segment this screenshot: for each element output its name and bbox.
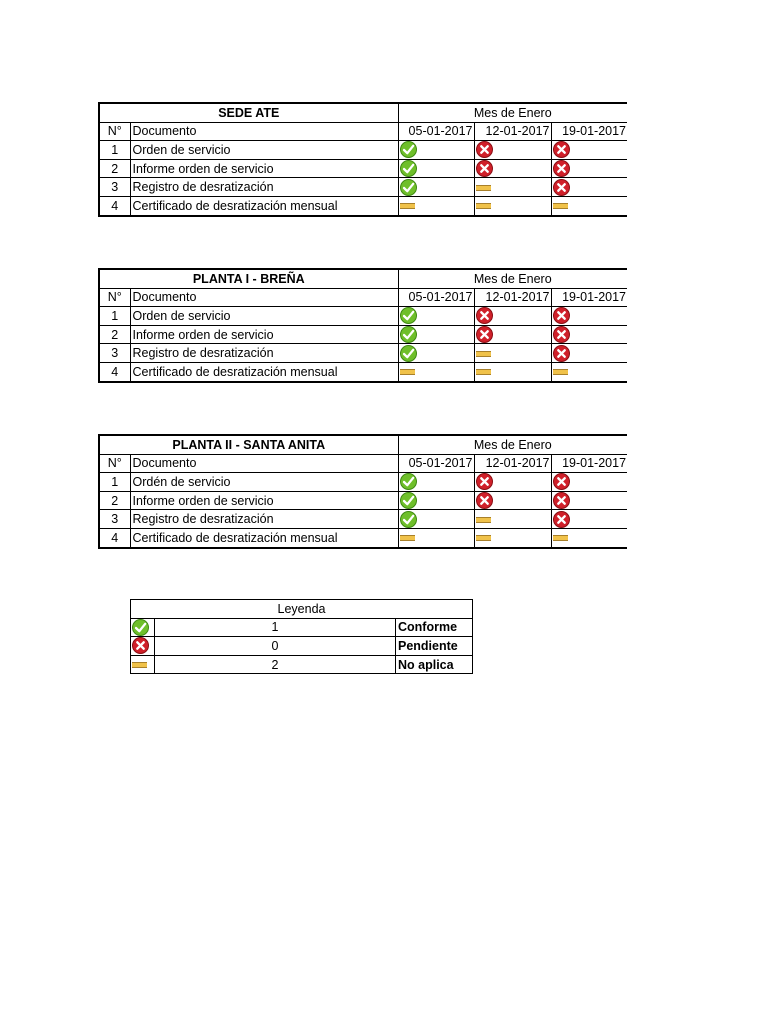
table-row [99,491,627,510]
cross-icon [476,326,493,343]
date-header: 05-01-2017 [398,122,474,141]
month-label: Mes de Enero [398,435,627,454]
legend-value: 1 [155,618,396,637]
check-icon [400,473,417,490]
document-name: Certificado de desratización mensual [130,196,398,215]
check-icon [400,511,417,528]
status-cell [474,473,551,492]
row-number: 3 [99,178,130,197]
cross-icon [476,473,493,490]
cross-icon [553,141,570,158]
cross-icon [553,326,570,343]
status-cell [398,473,474,492]
cross-icon [553,492,570,509]
date-header: 19-01-2017 [551,454,627,473]
row-number: 3 [99,344,130,363]
status-cell [551,196,627,215]
legend-title-row [131,600,473,619]
status-cell [398,196,474,215]
site-table [98,268,627,383]
document-name: Certificado de desratización mensual [130,528,398,547]
cross-icon [476,141,493,158]
row-number: 1 [99,473,130,492]
cross-icon [553,345,570,362]
number-header: N° [99,454,130,473]
status-cell [398,159,474,178]
status-cell [474,362,551,381]
check-icon [400,345,417,362]
status-cell [474,344,551,363]
row-number: 4 [99,196,130,215]
status-cell [474,491,551,510]
cross-icon [553,511,570,528]
legend-label: No aplica [396,655,473,674]
status-cell [398,362,474,381]
status-cell [398,528,474,547]
legend-icon-cell [131,655,155,674]
document-name: Registro de desratización [130,344,398,363]
document-header: Documento [130,454,398,473]
legend-table [130,599,473,674]
document-name: Informe orden de servicio [130,491,398,510]
number-header: N° [99,122,130,141]
cross-icon [132,637,149,654]
row-number: 2 [99,491,130,510]
status-cell [474,307,551,326]
date-header: 19-01-2017 [551,122,627,141]
status-cell [398,491,474,510]
document-name: Orden de servicio [130,307,398,326]
document-name: Ordén de servicio [130,473,398,492]
site-table [98,102,627,217]
check-icon [400,326,417,343]
dash-icon [476,369,491,375]
check-icon [132,619,149,636]
month-label: Mes de Enero [398,103,627,122]
dash-icon [476,351,491,357]
legend-row [131,655,473,674]
dash-icon [476,185,491,191]
table-row [99,473,627,492]
legend-row [131,618,473,637]
row-number: 1 [99,307,130,326]
table-row [99,141,627,160]
table-row [99,362,627,381]
row-number: 1 [99,141,130,160]
site-name: PLANTA I - BREÑA [99,269,398,288]
date-header: 05-01-2017 [398,454,474,473]
legend-row [131,637,473,656]
document-name: Registro de desratización [130,178,398,197]
status-cell [398,325,474,344]
number-header: N° [99,288,130,307]
table-row [99,307,627,326]
site-title-row [99,103,627,122]
site-name: SEDE ATE [99,103,398,122]
table-row [99,325,627,344]
row-number: 3 [99,510,130,529]
legend-label: Pendiente [396,637,473,656]
cross-icon [553,473,570,490]
status-cell [551,325,627,344]
status-cell [551,307,627,326]
date-header: 19-01-2017 [551,288,627,307]
status-cell [474,159,551,178]
dash-icon [476,517,491,523]
table-row [99,528,627,547]
dash-icon [476,535,491,541]
dash-icon [400,535,415,541]
dash-icon [400,369,415,375]
status-cell [474,178,551,197]
cross-icon [553,307,570,324]
column-header-row [99,454,627,473]
check-icon [400,307,417,324]
status-cell [474,196,551,215]
row-number: 4 [99,362,130,381]
document-name: Certificado de desratización mensual [130,362,398,381]
cross-icon [476,307,493,324]
legend-icon-cell [131,637,155,656]
date-header: 12-01-2017 [474,288,551,307]
legend-title: Leyenda [131,600,473,619]
table-row [99,159,627,178]
check-icon [400,141,417,158]
document-name: Registro de desratización [130,510,398,529]
legend-value: 0 [155,637,396,656]
status-cell [551,528,627,547]
site-table [98,434,627,549]
table-row [99,344,627,363]
month-label: Mes de Enero [398,269,627,288]
date-header: 12-01-2017 [474,122,551,141]
check-icon [400,160,417,177]
row-number: 2 [99,159,130,178]
status-cell [398,510,474,529]
dash-icon [553,535,568,541]
dash-icon [553,203,568,209]
table-row [99,510,627,529]
legend-label: Conforme [396,618,473,637]
status-cell [551,491,627,510]
status-cell [474,141,551,160]
document-header: Documento [130,122,398,141]
column-header-row [99,122,627,141]
status-cell [551,159,627,178]
site-title-row [99,435,627,454]
document-header: Documento [130,288,398,307]
column-header-row [99,288,627,307]
legend-icon-cell [131,618,155,637]
date-header: 12-01-2017 [474,454,551,473]
dash-icon [553,369,568,375]
dash-icon [132,662,147,668]
date-header: 05-01-2017 [398,288,474,307]
document-name: Orden de servicio [130,141,398,160]
status-cell [551,178,627,197]
table-row [99,196,627,215]
document-name: Informe orden de servicio [130,159,398,178]
status-cell [398,141,474,160]
row-number: 2 [99,325,130,344]
status-cell [551,362,627,381]
check-icon [400,179,417,196]
status-cell [474,528,551,547]
table-row [99,178,627,197]
check-icon [400,492,417,509]
row-number: 4 [99,528,130,547]
cross-icon [553,179,570,196]
dash-icon [400,203,415,209]
dash-icon [476,203,491,209]
status-cell [474,510,551,529]
status-cell [551,510,627,529]
status-cell [398,178,474,197]
status-cell [551,141,627,160]
site-title-row [99,269,627,288]
cross-icon [476,492,493,509]
status-cell [398,344,474,363]
status-cell [398,307,474,326]
legend-value: 2 [155,655,396,674]
status-cell [551,473,627,492]
document-name: Informe orden de servicio [130,325,398,344]
site-name: PLANTA II - SANTA ANITA [99,435,398,454]
cross-icon [476,160,493,177]
cross-icon [553,160,570,177]
status-cell [551,344,627,363]
status-cell [474,325,551,344]
